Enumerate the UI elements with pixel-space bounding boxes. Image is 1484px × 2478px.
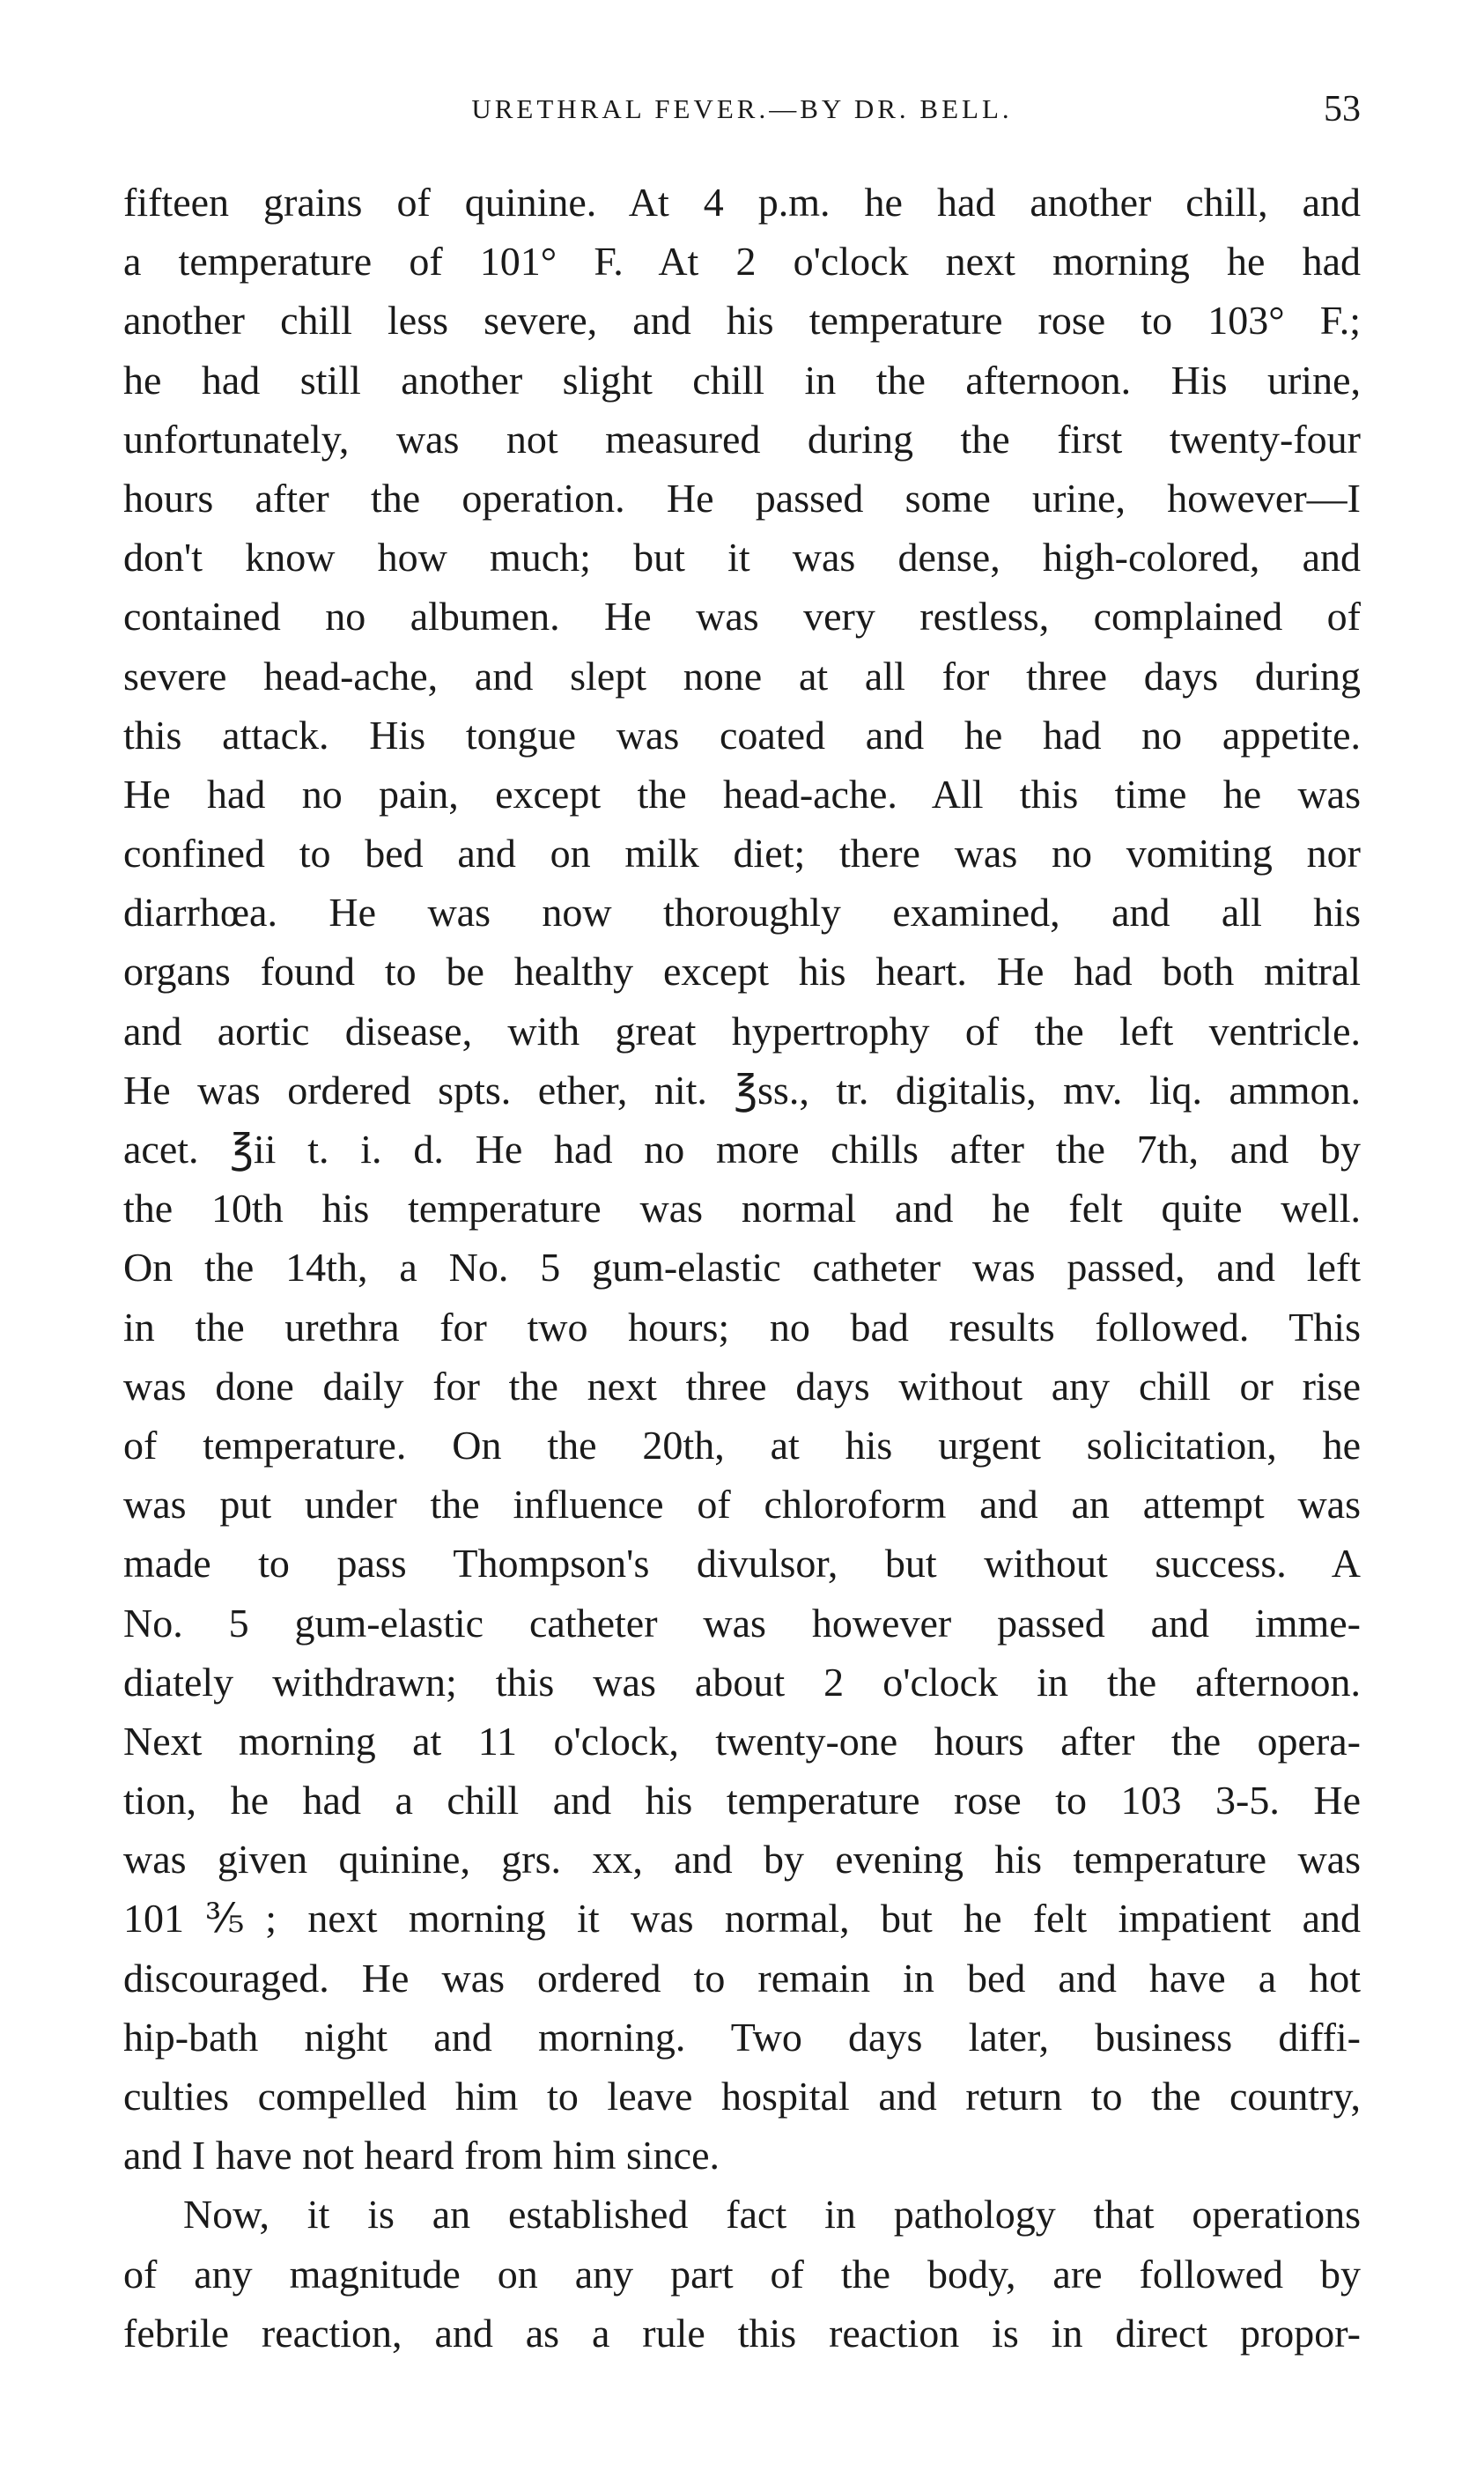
text-line: He was ordered spts. ether, nit. ℥ss., tr. digitalis, mv. liq. ammon. xyxy=(123,1067,1361,1113)
text-line: of temperature. On the 20th, at his urgent solicitation, he xyxy=(123,1422,1361,1468)
text-line: diately withdrawn; this was about 2 o'clock in the afternoon. xyxy=(123,1659,1361,1705)
text-line: severe head-ache, and slept none at all for three days during xyxy=(123,653,1361,699)
text-line: febrile reaction, and as a rule this reaction is in direct propor- xyxy=(123,2310,1361,2356)
text-line: in the urethra for two hours; no bad results followed. This xyxy=(123,1304,1361,1350)
text-line: Now, it is an established fact in pathology that operations xyxy=(183,2192,1361,2238)
running-title: URETHRAL FEVER.—BY DR. BELL. xyxy=(471,93,1013,124)
text-line: this attack. His tongue was coated and he had no appetite. xyxy=(123,712,1361,758)
text-line: of any magnitude on any part of the body, are followed by xyxy=(123,2251,1361,2297)
text-line: tion, he had a chill and his temperature rose to 103 3-5. He xyxy=(123,1778,1361,1823)
text-line: was put under the influence of chloroform and an attempt was xyxy=(123,1482,1361,1527)
text-line: hours after the operation. He passed some urine, however—I xyxy=(123,475,1361,521)
text-line: was done daily for the next three days without any chill or rise xyxy=(123,1363,1361,1409)
text-line: hip-bath night and morning. Two days later, business diffi- xyxy=(123,2014,1361,2060)
text-line: fifteen grains of quinine. At 4 p.m. he had another chill, and xyxy=(123,180,1361,225)
text-line: discouraged. He was ordered to remain in bed and have a hot xyxy=(123,1955,1361,2001)
text-line: unfortunately, was not measured during the first twenty-four xyxy=(123,416,1361,462)
body-text xyxy=(123,173,1361,2363)
text-line: don't know how much; but it was dense, high-colored, and xyxy=(123,535,1361,581)
text-line: organs found to be healthy except his heart. He had both mitral xyxy=(123,949,1361,995)
text-line: No. 5 gum-elastic catheter was however passed and imme- xyxy=(123,1600,1361,1646)
text-line: and I have not heard from him since. xyxy=(123,2133,720,2178)
paragraph-case-narrative xyxy=(123,173,1361,2185)
paragraph-pathology xyxy=(123,2185,1361,2363)
text-line: acet. ℥ii t. i. d. He had no more chills after the 7th, and by xyxy=(123,1127,1361,1172)
text-line: contained no albumen. He was very restless, complained of xyxy=(123,594,1361,640)
text-line: the 10th his temperature was normal and he felt quite well. xyxy=(123,1186,1361,1232)
text-line: culties compelled him to leave hospital and return to the country, xyxy=(123,2074,1361,2119)
text-line: On the 14th, a No. 5 gum-elastic catheter was passed, and left xyxy=(123,1245,1361,1291)
text-line: another chill less severe, and his temperature rose to 103° F.; xyxy=(123,298,1361,344)
running-head xyxy=(123,89,1361,137)
text-line: made to pass Thompson's divulsor, but without success. A xyxy=(123,1541,1361,1587)
text-line: Next morning at 11 o'clock, twenty-one hours after the opera- xyxy=(123,1718,1361,1764)
text-line: He had no pain, except the head-ache. All this time he was xyxy=(123,771,1361,817)
page-number: 53 xyxy=(1324,89,1361,129)
text-line: diarrhœa. He was now thoroughly examined, and all his xyxy=(123,890,1361,936)
text-line: 101⅗; next morning it was normal, but he felt impatient and xyxy=(123,1896,1361,1942)
text-line: he had still another slight chill in the afternoon. His urine, xyxy=(123,357,1361,403)
text-line: was given quinine, grs. xx, and by evening his temperature was xyxy=(123,1837,1361,1883)
text-line: and aortic disease, with great hypertrophy of the left ventricle. xyxy=(123,1008,1361,1054)
text-line: confined to bed and on milk diet; there was no vomiting nor xyxy=(123,831,1361,877)
text-line: a temperature of 101° F. At 2 o'clock next morning he had xyxy=(123,239,1361,285)
